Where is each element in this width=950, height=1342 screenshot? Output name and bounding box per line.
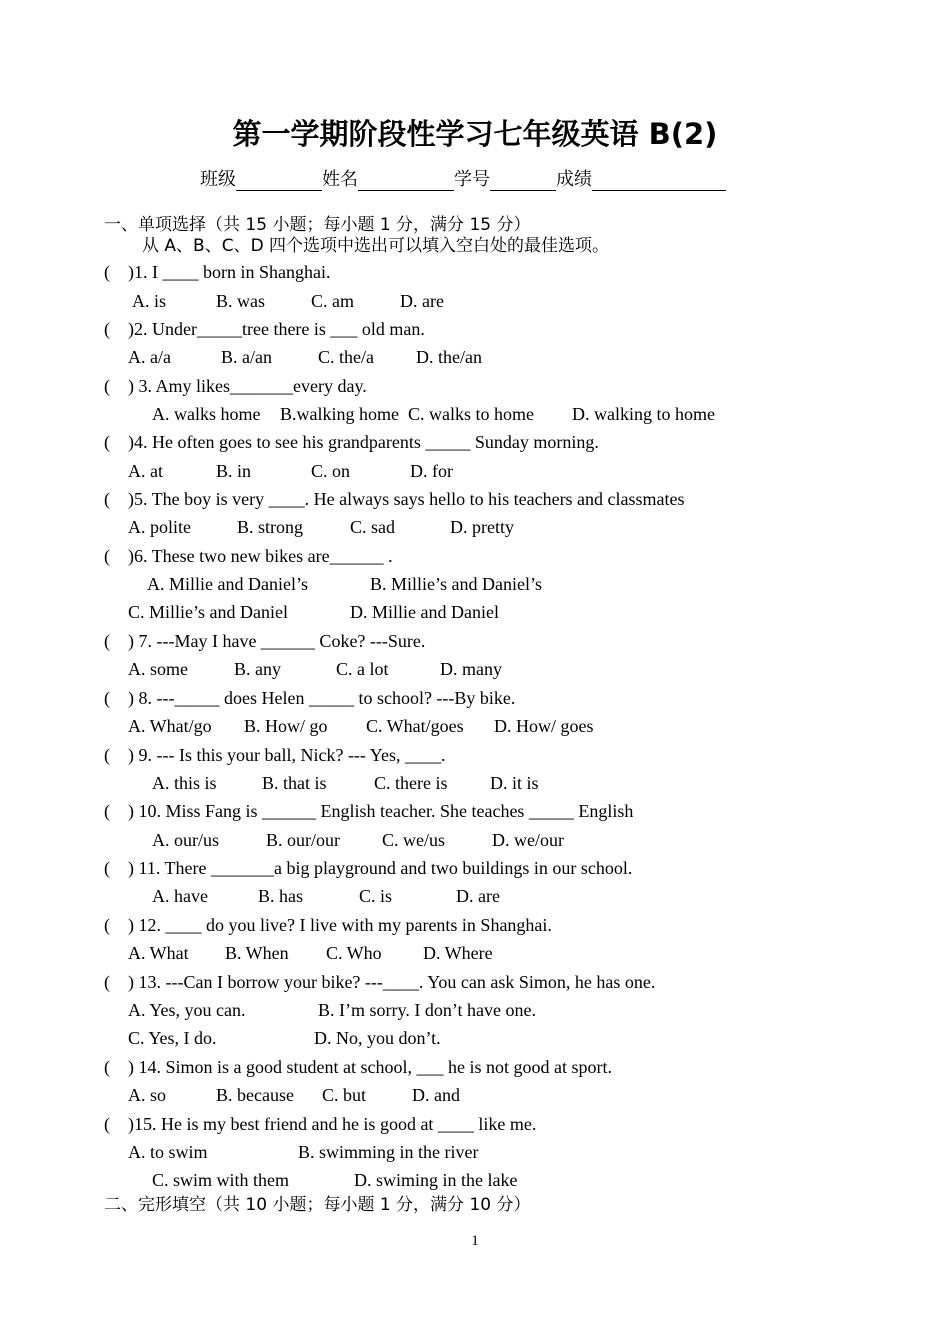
- answer-option: A. have: [152, 886, 208, 906]
- answer-option: C. the/a: [318, 347, 374, 367]
- answer-option: A. so: [128, 1085, 167, 1105]
- answer-option: A. our/us: [152, 830, 219, 850]
- answer-option: B. in: [216, 461, 252, 481]
- answer-option: A. a/a: [128, 347, 171, 367]
- answer-option: B. I’m sorry. I don’t have one.: [318, 1000, 536, 1020]
- answer-option: D. How/ goes: [494, 716, 594, 736]
- question-stem: ( )15. He is my best friend and he is good at ____ like me.: [104, 1114, 537, 1134]
- section2-heading: 二、完形填空（共 10 小题；每小题 1 分，满分 10 分）: [104, 1195, 531, 1215]
- question-stem: ( ) 3. Amy likes_______every day.: [104, 376, 367, 396]
- answer-option: C. Yes, I do.: [128, 1028, 217, 1048]
- answer-option: B. How/ go: [244, 716, 328, 736]
- answer-option: B. Millie’s and Daniel’s: [370, 574, 542, 594]
- answer-option: B. When: [225, 943, 289, 963]
- answer-option: D. and: [412, 1085, 460, 1105]
- score-label: 成绩: [556, 169, 592, 190]
- answer-option: B. swimming in the river: [298, 1142, 479, 1162]
- section1-instruction: 从 A、B、C、D 四个选项中选出可以填入空白处的最佳选项。: [142, 236, 610, 256]
- answer-option: C. Millie’s and Daniel: [128, 602, 288, 622]
- answer-option: D. Where: [423, 943, 493, 963]
- question-stem: ( ) 7. ---May I have ______ Coke? ---Sure.: [104, 631, 426, 651]
- name-label: 姓名: [322, 169, 358, 190]
- answer-option: D. are: [456, 886, 500, 906]
- answer-option: B. a/an: [221, 347, 272, 367]
- question-stem: ( ) 14. Simon is a good student at school, ___ he is not good at sport.: [104, 1057, 612, 1077]
- page-title: 第一学期阶段性学习七年级英语 B(2): [232, 117, 718, 151]
- page-number: 1: [471, 1233, 479, 1249]
- answer-option: D. No, you don’t.: [314, 1028, 441, 1048]
- answer-option: A. at: [128, 461, 163, 481]
- answer-option: C. on: [311, 461, 351, 481]
- student-info-line: [200, 165, 726, 191]
- answer-option: D. many: [440, 659, 502, 679]
- answer-option: D. pretty: [450, 517, 514, 537]
- answer-option: C. is: [359, 886, 393, 906]
- answer-option: A. is: [132, 291, 167, 311]
- answer-option: A. Millie and Daniel’s: [147, 574, 308, 594]
- answer-option: D. the/an: [416, 347, 482, 367]
- answer-option: D. swiming in the lake: [354, 1170, 518, 1190]
- question-stem: ( ) 8. ---_____ does Helen _____ to school? ---By bike.: [104, 688, 516, 708]
- answer-option: C. there is: [374, 773, 448, 793]
- question-stem: ( ) 13. ---Can I borrow your bike? ---____. You can ask Simon, he has one.: [104, 972, 656, 992]
- answer-option: D. are: [400, 291, 444, 311]
- answer-option: C. but: [322, 1085, 367, 1105]
- answer-option: B. that is: [262, 773, 327, 793]
- question-stem: ( )2. Under_____tree there is ___ old man.: [104, 319, 425, 339]
- question-stem: ( ) 12. ____ do you live? I live with my parents in Shanghai.: [104, 915, 552, 935]
- answer-option: C. a lot: [336, 659, 389, 679]
- answer-option: B.walking home: [280, 404, 399, 424]
- answer-option: D. Millie and Daniel: [350, 602, 499, 622]
- question-stem: ( ) 11. There _______a big playground and two buildings in our school.: [104, 858, 633, 878]
- answer-option: C. What/goes: [366, 716, 464, 736]
- class-blank: [236, 172, 322, 191]
- answer-option: B. our/our: [266, 830, 340, 850]
- question-stem: ( ) 9. --- Is this your ball, Nick? --- Yes, ____.: [104, 745, 446, 765]
- question-stem: ( ) 10. Miss Fang is ______ English teacher. She teaches _____ English: [104, 801, 634, 821]
- answer-option: C. sad: [350, 517, 395, 537]
- answer-option: C. we/us: [382, 830, 445, 850]
- answer-option: B. any: [234, 659, 281, 679]
- number-blank: [490, 172, 556, 191]
- answer-option: A. some: [128, 659, 188, 679]
- answer-option: A. walks home: [152, 404, 261, 424]
- number-label: 学号: [454, 169, 490, 190]
- class-label: 班级: [200, 169, 236, 190]
- answer-option: C. walks to home: [408, 404, 534, 424]
- name-blank: [358, 172, 454, 191]
- answer-option: B. has: [258, 886, 303, 906]
- answer-option: A. Yes, you can.: [128, 1000, 246, 1020]
- question-stem: ( )4. He often goes to see his grandparents _____ Sunday morning.: [104, 432, 599, 452]
- answer-option: B. because: [216, 1085, 294, 1105]
- answer-option: B. was: [216, 291, 265, 311]
- answer-option: C. Who: [326, 943, 382, 963]
- score-blank: [592, 172, 726, 191]
- answer-option: D. walking to home: [572, 404, 715, 424]
- answer-option: A. What: [128, 943, 189, 963]
- answer-option: A. polite: [128, 517, 191, 537]
- answer-option: D. it is: [490, 773, 539, 793]
- question-stem: ( )1. I ____ born in Shanghai.: [104, 262, 331, 282]
- answer-option: D. we/our: [492, 830, 564, 850]
- answer-option: A. this is: [152, 773, 217, 793]
- answer-option: D. for: [410, 461, 453, 481]
- section1-heading: 一、单项选择（共 15 小题；每小题 1 分，满分 15 分）: [104, 215, 531, 235]
- answer-option: C. am: [311, 291, 354, 311]
- question-stem: ( )5. The boy is very ____. He always says hello to his teachers and classmates: [104, 489, 685, 509]
- answer-option: A. What/go: [128, 716, 212, 736]
- answer-option: A. to swim: [128, 1142, 208, 1162]
- answer-option: B. strong: [237, 517, 304, 537]
- question-stem: ( )6. These two new bikes are______ .: [104, 546, 393, 566]
- answer-option: C. swim with them: [152, 1170, 290, 1190]
